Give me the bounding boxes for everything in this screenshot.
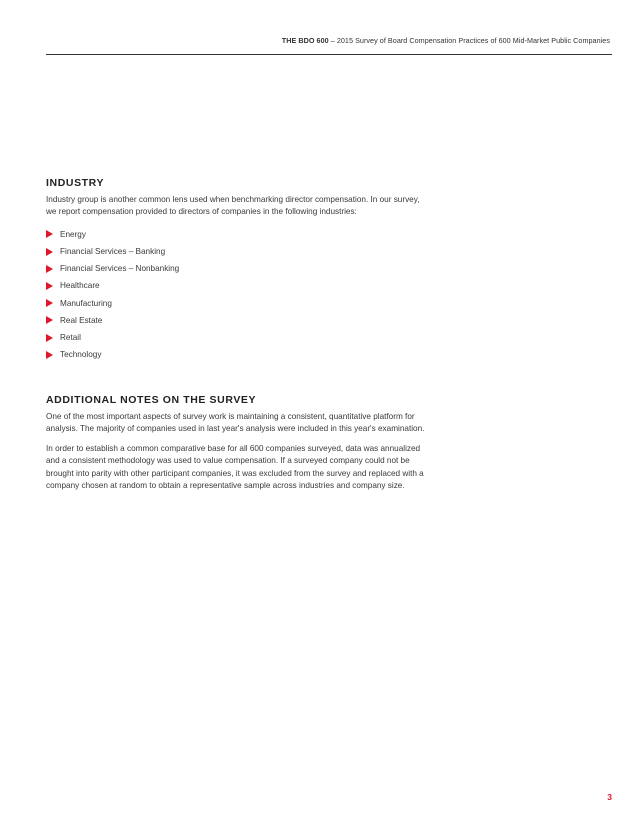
industry-item-label: Financial Services – Banking xyxy=(60,247,166,257)
industry-section xyxy=(46,177,426,363)
triangle-bullet-icon xyxy=(46,230,53,238)
industry-list xyxy=(46,226,426,364)
industry-list-item xyxy=(46,329,426,346)
industry-list-item xyxy=(46,312,426,329)
industry-item-label: Manufacturing xyxy=(60,298,112,308)
running-header xyxy=(46,36,610,45)
industry-item-label: Real Estate xyxy=(60,315,103,325)
triangle-bullet-icon xyxy=(46,334,53,342)
triangle-bullet-icon xyxy=(46,248,53,256)
industry-list-item xyxy=(46,226,426,243)
industry-list-item xyxy=(46,260,426,277)
triangle-bullet-icon xyxy=(46,316,53,324)
page-number: 3 xyxy=(607,792,612,802)
triangle-bullet-icon xyxy=(46,282,53,290)
header-subtitle: – 2015 Survey of Board Compensation Practices of 600 Mid-Market Public Companies xyxy=(328,36,610,45)
industry-heading: INDUSTRY xyxy=(46,177,105,189)
header-brand: THE BDO 600 xyxy=(281,36,329,45)
industry-list-item xyxy=(46,243,426,260)
notes-heading: ADDITIONAL NOTES ON THE SURVEY xyxy=(46,394,257,406)
notes-paragraph-1: One of the most important aspects of survey work is maintaining a consistent, quantitative platform for analysis. The majority of companies used in last year's analysis were included in this year's examination. xyxy=(46,412,425,434)
header-rule xyxy=(46,54,612,55)
industry-item-label: Retail xyxy=(60,333,81,343)
industry-item-label: Healthcare xyxy=(60,281,100,291)
notes-paragraph-2: In order to establish a common comparative base for all 600 companies surveyed, data was annualized and a consistent methodology was used to value compensation. If a surveyed company could not be brought into parity with other participant companies, it was excluded from the survey and replaced with a company chosen at random to obtain a representative sample across industries and company size. xyxy=(46,443,424,491)
triangle-bullet-icon xyxy=(46,265,53,273)
additional-notes-section xyxy=(46,394,426,492)
triangle-bullet-icon xyxy=(46,351,53,359)
industry-list-item xyxy=(46,295,426,312)
industry-item-label: Financial Services – Nonbanking xyxy=(60,264,180,274)
industry-item-label: Technology xyxy=(60,350,102,360)
industry-list-item xyxy=(46,346,426,363)
industry-item-label: Energy xyxy=(60,229,86,239)
industry-intro: Industry group is another common lens used when benchmarking director compensation. In our survey, we report compensation provided to directors of companies in the following industries: xyxy=(46,195,420,217)
industry-list-item xyxy=(46,277,426,294)
triangle-bullet-icon xyxy=(46,299,53,307)
